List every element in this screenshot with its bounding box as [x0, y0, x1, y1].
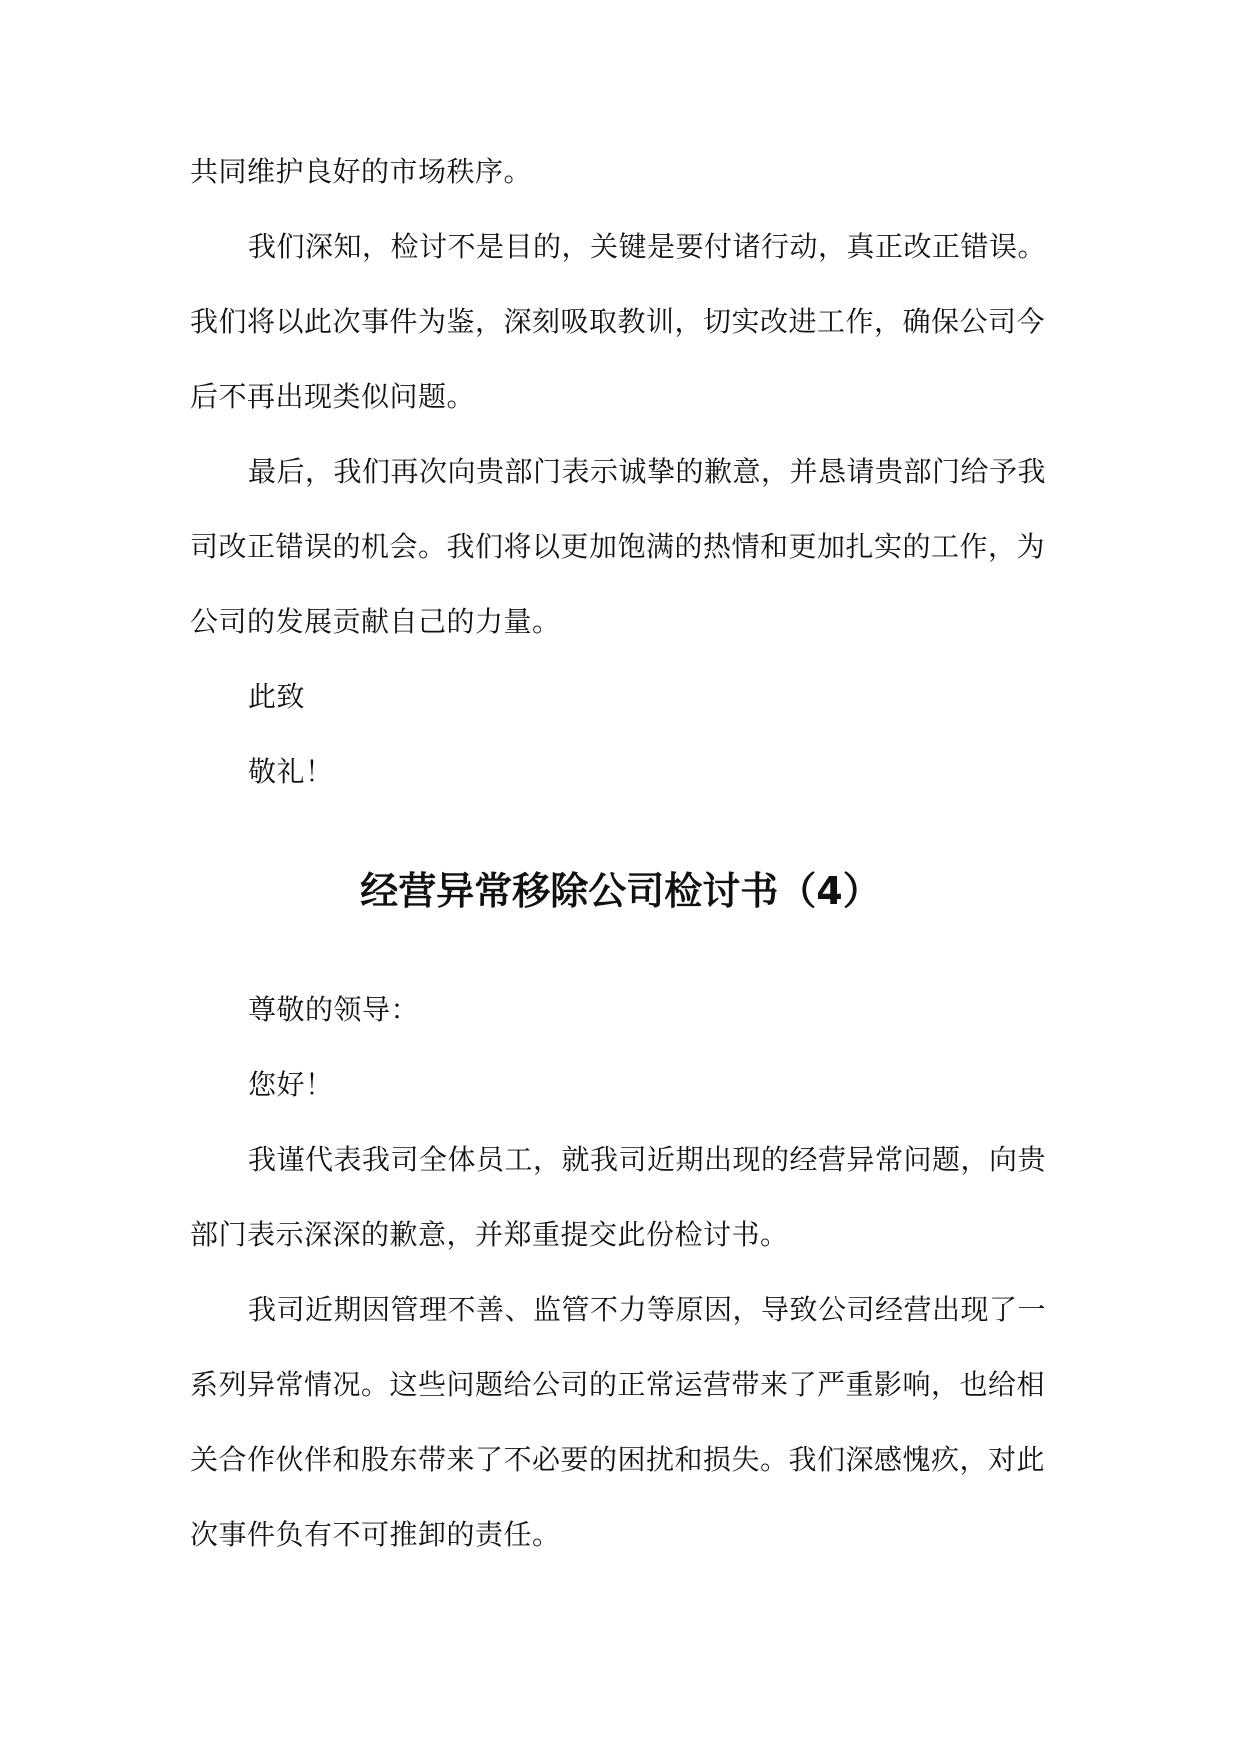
paragraph-line: 公司的发展贡献自己的力量。 — [190, 605, 561, 638]
paragraph-line: 部门表示深深的歉意，并郑重提交此份检讨书。 — [190, 1218, 789, 1251]
closing-line: 敬礼！ — [248, 755, 334, 788]
paragraph-line: 我司近期因管理不善、监管不力等原因，导致公司经营出现了一 — [248, 1293, 1047, 1326]
closing-line: 此致 — [248, 680, 306, 713]
paragraph-line: 系列异常情况。这些问题给公司的正常运营带来了严重影响，也给相 — [190, 1368, 1046, 1401]
paragraph-line: 后不再出现类似问题。 — [190, 380, 476, 413]
paragraph-line: 关合作伙伴和股东带来了不必要的困扰和损失。我们深感愧疚，对此 — [190, 1443, 1046, 1476]
paragraph-line: 司改正错误的机会。我们将以更加饱满的热情和更加扎实的工作，为 — [190, 530, 1046, 563]
section-title: 经营异常移除公司检讨书（4） — [360, 869, 881, 913]
paragraph-line: 最后，我们再次向贵部门表示诚挚的歉意，并恳请贵部门给予我 — [248, 455, 1047, 488]
paragraph-line: 我们深知，检讨不是目的，关键是要付诸行动，真正改正错误。 — [248, 230, 1047, 263]
paragraph-line: 次事件负有不可推卸的责任。 — [190, 1518, 561, 1551]
paragraph-line: 我谨代表我司全体员工，就我司近期出现的经营异常问题，向贵 — [248, 1143, 1047, 1176]
salutation: 尊敬的领导： — [248, 993, 420, 1026]
paragraph-line: 共同维护良好的市场秩序。 — [190, 155, 533, 188]
greeting: 您好！ — [248, 1068, 334, 1101]
paragraph-line: 我们将以此次事件为鉴，深刻吸取教训，切实改进工作，确保公司今 — [190, 305, 1046, 338]
